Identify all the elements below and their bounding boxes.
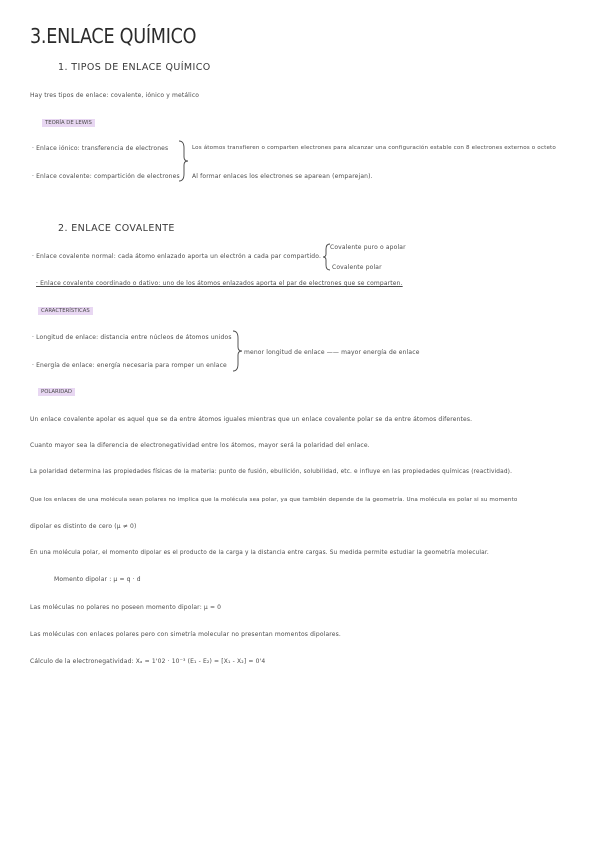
paragraph-geometria: Que los enlaces de una molécula sean polares no implica que la molécula sea polar, ya que también depende de la geometría. Una molécula es polar si su momento <box>30 497 518 503</box>
tag-caracteristicas: CARACTERÍSTICAS <box>38 307 93 315</box>
relation-longitud-energia: menor longitud de enlace —— mayor energía de enlace <box>244 349 420 356</box>
paragraph-dipolar-distinto: dipolar es distinto de cero (μ ≠ 0) <box>30 523 137 530</box>
paragraph-simetria: Las moléculas con enlaces polares pero con simetría molecular no presentan momentos dipolares. <box>30 631 341 638</box>
brace-icon <box>230 330 244 372</box>
item-longitud-enlace: · Longitud de enlace: distancia entre núcleos de átomos unidos <box>32 334 232 341</box>
brace-text-line2: Al formar enlaces los electrones se aparean (emparejan). <box>192 173 373 180</box>
paragraph-no-polares: Las moléculas no polares no poseen momento dipolar: μ = 0 <box>30 604 222 611</box>
formula-momento-dipolar: Momento dipolar : μ = q · d <box>54 576 141 583</box>
page-title: 3.ENLACE QUÍMICO <box>30 24 197 48</box>
formula-electronegatividad: Cálculo de la electronegatividad: Xₐ = 1'02 · 10⁻³ (E₁ - E₂) = [X₁ - X₂] = 0'4 <box>30 658 266 665</box>
brace-icon <box>176 140 190 182</box>
item-covalente-coordinado: · Enlace covalente coordinado o dativo: uno de los átomos enlazados aporta el par de electrones que se comparten. <box>36 280 403 287</box>
paragraph-electronegatividad: Cuanto mayor sea la diferencia de electronegatividad entre los átomos, mayor será la polaridad del enlace. <box>30 442 370 449</box>
paragraph-momento-dipolar: En una molécula polar, el momento dipolar es el producto de la carga y la distancia entre cargas. Su medida permite estudiar la geometría molecular. <box>30 550 489 556</box>
section-heading-covalente: 2. ENLACE COVALENTE <box>58 223 175 234</box>
item-covalente-normal: · Enlace covalente normal: cada átomo enlazado aporta un electrón a cada par compartido. <box>32 253 322 260</box>
paragraph-propiedades: La polaridad determina las propiedades físicas de la materia: punto de fusión, ebullición, solubilidad, etc. e influye en las propiedades químicas (reactividad). <box>30 469 513 475</box>
paragraph-apolar-polar: Un enlace covalente apolar es aquel que se da entre átomos iguales mientras que un enlace covalente polar se da entre átomos diferentes. <box>30 416 473 423</box>
intro-text: Hay tres tipos de enlace: covalente, iónico y metálico <box>30 92 200 99</box>
option-covalente-puro: Covalente puro o apolar <box>330 244 406 251</box>
option-covalente-polar: Covalente polar <box>332 264 382 271</box>
item-enlace-ionico: · Enlace iónico: transferencia de electrones <box>32 145 169 152</box>
item-enlace-covalente: · Enlace covalente: compartición de electrones <box>32 173 180 180</box>
section-heading-tipos: 1. TIPOS DE ENLACE QUÍMICO <box>58 62 211 73</box>
tag-polaridad: POLARIDAD <box>38 388 75 396</box>
brace-text-line1: Los átomos transfieren o comparten electrones para alcanzar una configuración estable con 8 electrones externos o octeto <box>192 145 556 151</box>
tag-teoria-lewis: TEORÍA DE LEWIS <box>42 119 95 127</box>
item-energia-enlace: · Energía de enlace: energía necesaria para romper un enlace <box>32 362 227 369</box>
